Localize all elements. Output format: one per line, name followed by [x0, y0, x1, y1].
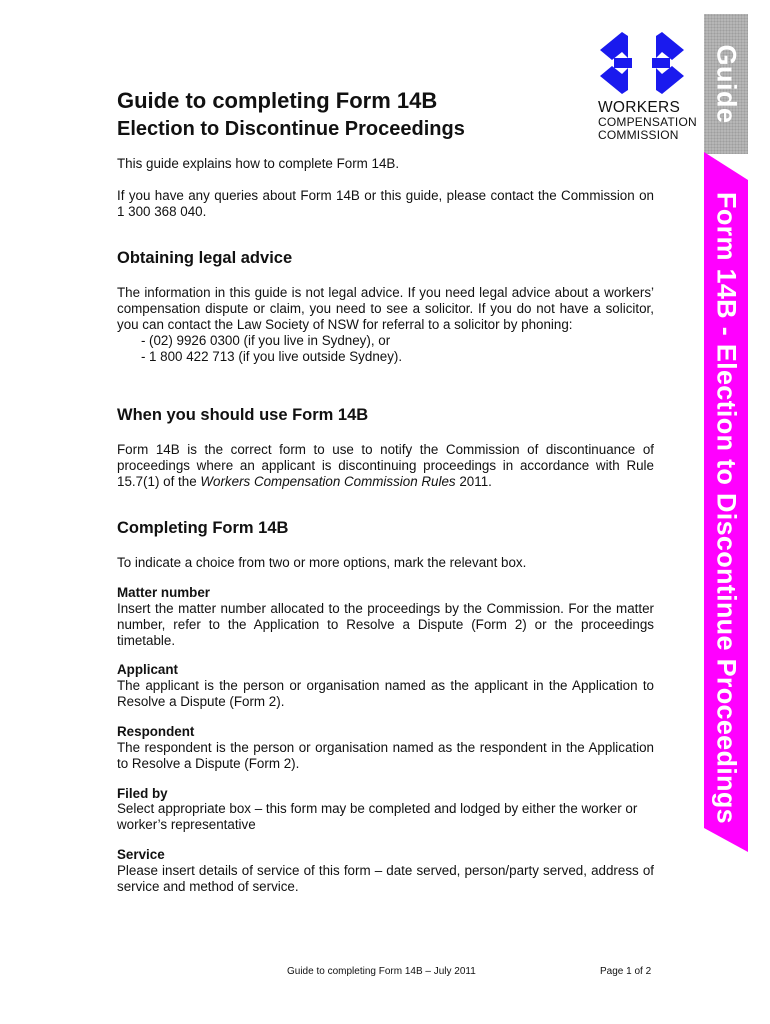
legal-advice-section — [117, 285, 654, 365]
page-subtitle: Election to Discontinue Proceedings — [117, 118, 465, 140]
wcc-logo-text — [598, 100, 697, 141]
guide-tab-label: Guide — [711, 44, 742, 124]
form-title-band-label: Form 14B - Election to Discontinue Proceedings — [711, 192, 742, 824]
field-text-matter-number: Insert the matter number allocated to the proceedings by the Commission. For the matter number, refer to the Application to Resolve a Dispute (Form 2) or the proceedings timetable. — [117, 601, 654, 648]
intro-paragraph: This guide explains how to complete Form 14B. — [117, 156, 400, 171]
field-label-matter-number: Matter number — [117, 585, 211, 600]
field-text-applicant: The applicant is the person or organisation named as the applicant in the Application to Resolve a Dispute (Form 2). — [117, 678, 654, 709]
footer-title: Guide to completing Form 14B – July 2011 — [287, 966, 476, 977]
field-label-respondent: Respondent — [117, 724, 195, 739]
field-label-applicant: Applicant — [117, 662, 179, 677]
field-text-respondent: The respondent is the person or organisation named as the respondent in the Application to Resolve a Dispute (Form 2). — [117, 740, 654, 771]
completing-heading: Completing Form 14B — [117, 519, 289, 537]
phone-list — [117, 333, 654, 365]
phone-item: - (02) 9926 0300 (if you live in Sydney), or — [141, 333, 391, 348]
rules-title: Workers Compensation Commission Rules — [200, 474, 456, 489]
field-text-service: Please insert details of service of this form – date served, person/party served, address of service and method of service. — [117, 863, 654, 894]
completing-intro: To indicate a choice from two or more options, mark the relevant box. — [117, 555, 527, 570]
page-title: Guide to completing Form 14B — [117, 88, 438, 113]
logo-line-commission: COMMISSION — [598, 127, 679, 142]
wcc-logo-icon — [600, 30, 684, 96]
contact-paragraph: If you have any queries about Form 14B or this guide, please contact the Commission on 1 300 368 040. — [117, 188, 654, 219]
footer-page-number: Page 1 of 2 — [600, 966, 652, 977]
field-label-service: Service — [117, 847, 165, 862]
logo-line-compensation: COMPENSATION — [598, 115, 697, 130]
legal-advice-heading: Obtaining legal advice — [117, 249, 293, 267]
logo-line-workers: WORKERS — [598, 99, 681, 116]
phone-item: - 1 800 422 713 (if you live outside Sydney). — [141, 349, 403, 364]
legal-advice-body: The information in this guide is not legal advice. If you need legal advice about a workers’ compensation dispute or claim, you need to see a solicitor. If you do not have a solicitor, you can contact the Law Society of NSW for referral to a solicitor by phoning: — [117, 285, 654, 332]
when-to-use-heading: When you should use Form 14B — [117, 406, 369, 424]
phone-outside-sydney: 1 800 422 713 (if you live outside Sydney). — [149, 349, 403, 364]
when-to-use-body: Form 14B is the correct form to use to notify the Commission of discontinuance of proceedings where an applicant is discontinuing proceedings in accordance with Rule 15.7(1) of the Workers Compensation Commission Rules 2011. — [117, 442, 654, 489]
phone-sydney: (02) 9926 0300 (if you live in Sydney), or — [149, 333, 391, 348]
field-text-filed-by: Select appropriate box – this form may be completed and lodged by either the worker or worker’s representative — [117, 801, 638, 832]
field-label-filed-by: Filed by — [117, 786, 168, 801]
